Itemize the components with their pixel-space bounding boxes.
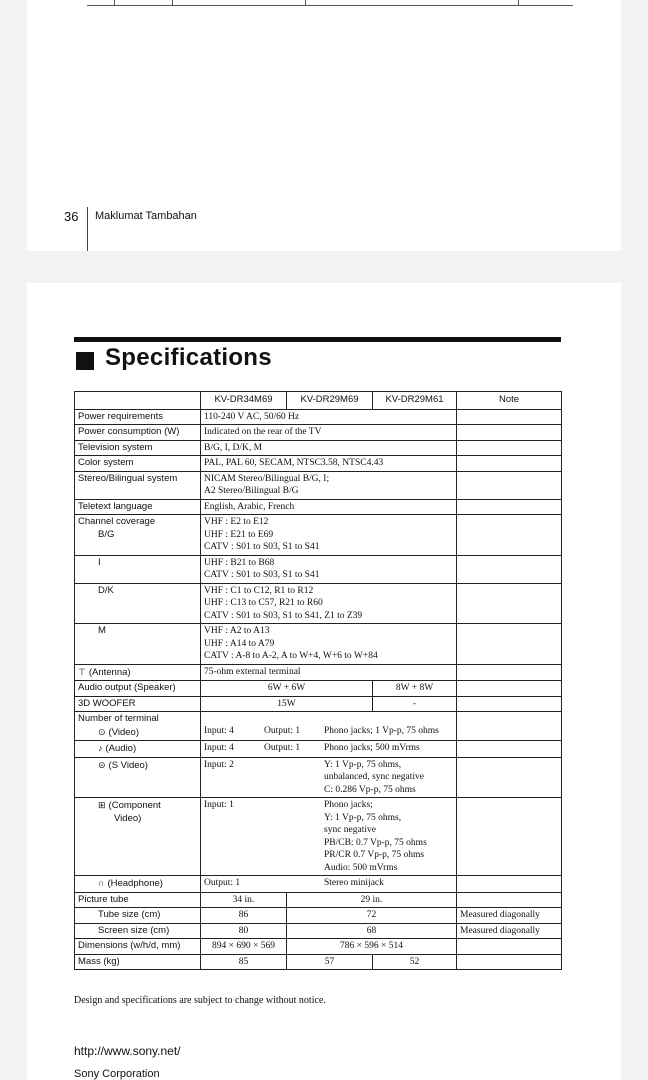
table-row: Power consumption (W) Indicated on the rear of the TV: [75, 425, 562, 441]
table-row: I UHF : B21 to B68 CATV : S01 to S03, S1 to S41: [75, 555, 562, 583]
table-divider: [305, 0, 306, 6]
table-header-row: [75, 392, 562, 410]
heading-bullet: [76, 352, 94, 370]
header-note: Note: [457, 392, 562, 410]
table-row: D/K VHF : C1 to C12, R1 to R12 UHF : C13 to C57, R21 to R60 CATV : S01 to S03, S1 to S41, Z1 to Z39: [75, 583, 562, 624]
header-empty: [75, 392, 201, 410]
corporation-name: Sony Corporation: [74, 1068, 160, 1080]
table-divider: [114, 0, 115, 6]
page-number: 36: [64, 209, 79, 224]
table-divider: [172, 0, 173, 6]
table-row: Power requirements 110-240 V AC, 50/60 Hz: [75, 409, 562, 425]
heading-rule: [74, 337, 561, 342]
table-row: M VHF : A2 to A13 UHF : A14 to A79 CATV : A-8 to A-2, A to W+4, W+6 to W+84: [75, 624, 562, 665]
table-row: 3D WOOFER 15W -: [75, 696, 562, 712]
table-row: ∩ (Headphone) Output: 1 Stereo minijack: [75, 876, 562, 893]
page-previous: [27, 0, 621, 251]
table-row: Television system B/G, I, D/K, M: [75, 440, 562, 456]
header-model: KV-DR29M61: [373, 392, 457, 410]
footer-title: Maklumat Tambahan: [95, 210, 197, 222]
antenna-icon: ⊤: [78, 666, 86, 677]
table-row: ♪ (Audio) Input: 4 Output: 1 Phono jacks; 500 mVrms: [75, 741, 562, 758]
footer-divider: [87, 207, 88, 251]
audio-note-icon: ♪: [98, 743, 103, 753]
table-row: Tube size (cm) 86 72 Measured diagonally: [75, 908, 562, 924]
table-row: Color system PAL, PAL 60, SECAM, NTSC3.58, NTSC4.43: [75, 456, 562, 472]
header-model: KV-DR29M69: [287, 392, 373, 410]
table-row: Teletext language English, Arabic, French: [75, 499, 562, 515]
svideo-icon: ⊝: [98, 759, 106, 770]
specifications-table: [74, 391, 562, 970]
table-row: Screen size (cm) 80 68 Measured diagonally: [75, 923, 562, 939]
table-divider: [518, 0, 519, 6]
website-url: http://www.sony.net/: [74, 1044, 181, 1058]
table-row: ⊞ (Component Video) Input: 1 Phono jacks; Y: 1 Vp-p, 75 ohms, sync negative PB/CB: 0.7 Vp-p, 75 ohms PR/CR 0.7 Vp-p, 75 ohms Audio: 500 mVrms: [75, 798, 562, 876]
table-row: Audio output (Speaker) 6W + 6W 8W + 8W: [75, 681, 562, 697]
page-title: Specifications: [105, 344, 272, 371]
video-icon: ⊙: [98, 726, 106, 737]
table-row: Channel coverage B/G VHF : E2 to E12 UHF : E21 to E69 CATV : S01 to S03, S1 to S41: [75, 515, 562, 556]
table-row: ⊤ (Antenna) 75-ohm external terminal: [75, 664, 562, 681]
table-row: Mass (kg) 85 57 52: [75, 954, 562, 970]
headphone-icon: ∩: [98, 878, 105, 888]
header-model: KV-DR34M69: [201, 392, 287, 410]
table-row: Stereo/Bilingual system NICAM Stereo/Bilingual B/G, I; A2 Stereo/Bilingual B/G: [75, 471, 562, 499]
page-specifications: [27, 283, 621, 1080]
component-icon: ⊞: [98, 800, 106, 810]
table-row: ⊝ (S Video) Input: 2 Y: 1 Vp-p, 75 ohms, unbalanced, sync negative C: 0.286 Vp-p, 75 ohms: [75, 757, 562, 798]
table-row: Dimensions (w/h/d, mm) 894 × 690 × 569 786 × 596 × 514: [75, 939, 562, 955]
table-row: Number of terminal ⊙ (Video) Input: 4 Output: 1 Phono jacks; 1 Vp-p, 75 ohms: [75, 712, 562, 741]
table-row: Picture tube 34 in. 29 in.: [75, 892, 562, 908]
table-bottom-rule: [87, 5, 573, 6]
disclaimer-note: Design and specifications are subject to change without notice.: [74, 995, 326, 1006]
